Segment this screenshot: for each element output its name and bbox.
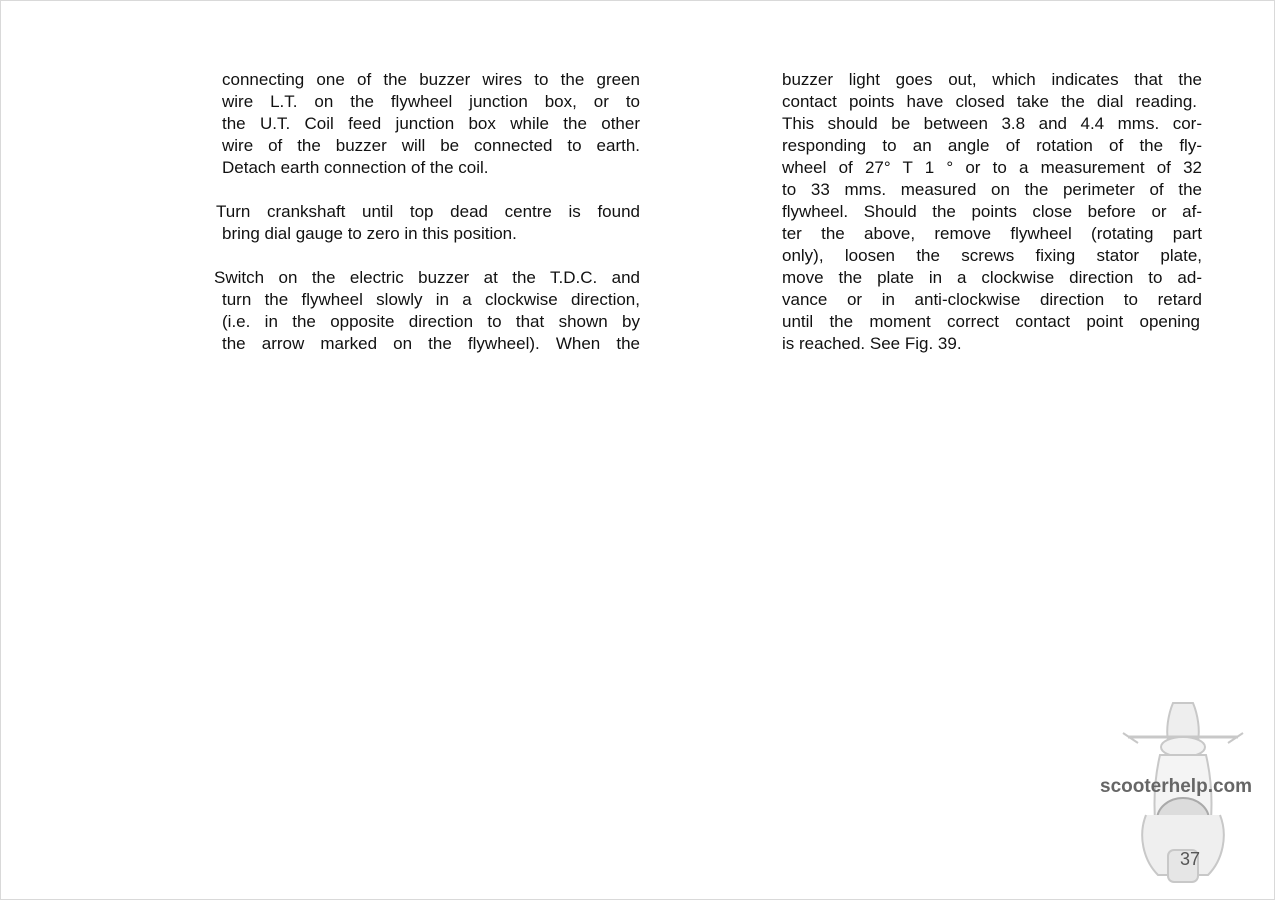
text-line: ter the above, remove flywheel (rotating part <box>782 224 1202 243</box>
right-column <box>782 69 1212 355</box>
text-line: wheel of 27° T 1 ° or to a measurement of 32 <box>782 158 1202 177</box>
page-number: 37 <box>1180 849 1201 869</box>
text-line: buzzer light goes out, which indicates that the <box>782 70 1202 89</box>
text-line: Detach earth connection of the coil. <box>222 158 489 177</box>
text-line: turn the flywheel slowly in a clockwise direction, <box>222 290 640 309</box>
text-line: move the plate in a clockwise direction to ad- <box>782 268 1202 287</box>
watermark-text[interactable]: scooterhelp.com <box>1100 776 1253 797</box>
text-line: wire of the buzzer will be connected to earth. <box>222 136 640 155</box>
text-line: bring dial gauge to zero in this position. <box>222 224 517 243</box>
text-line: flywheel. Should the points close before or af- <box>782 202 1202 221</box>
text-line: contact points have closed take the dial reading. <box>782 92 1197 111</box>
text-line: Turn crankshaft until top dead centre is found <box>216 202 640 221</box>
text-line: This should be between 3.8 and 4.4 mms. cor- <box>782 114 1202 133</box>
text-line: the arrow marked on the flywheel). When the <box>222 334 640 353</box>
left-column <box>0 69 660 377</box>
text-line: is reached. See Fig. 39. <box>782 334 962 353</box>
text-line: only), loosen the screws fixing stator plate, <box>782 246 1202 265</box>
text-line: to 33 mms. measured on the perimeter of the <box>782 180 1202 199</box>
text-line: the U.T. Coil feed junction box while the other <box>222 114 640 133</box>
text-line: connecting one of the buzzer wires to the green <box>222 70 640 89</box>
text-line: wire L.T. on the flywheel junction box, or to <box>222 92 640 111</box>
paragraph-buzzer-wires <box>0 69 660 179</box>
operation-76 <box>0 267 660 355</box>
text-line: responding to an angle of rotation of the fly- <box>782 136 1202 155</box>
text-line: until the moment correct contact point opening <box>782 312 1200 331</box>
text-line: vance or in anti-clockwise direction to retard <box>782 290 1202 309</box>
text-line: Switch on the electric buzzer at the T.D.C. and <box>214 268 640 287</box>
text-line: (i.e. in the opposite direction to that shown by <box>222 312 640 331</box>
operation-75 <box>0 201 660 245</box>
